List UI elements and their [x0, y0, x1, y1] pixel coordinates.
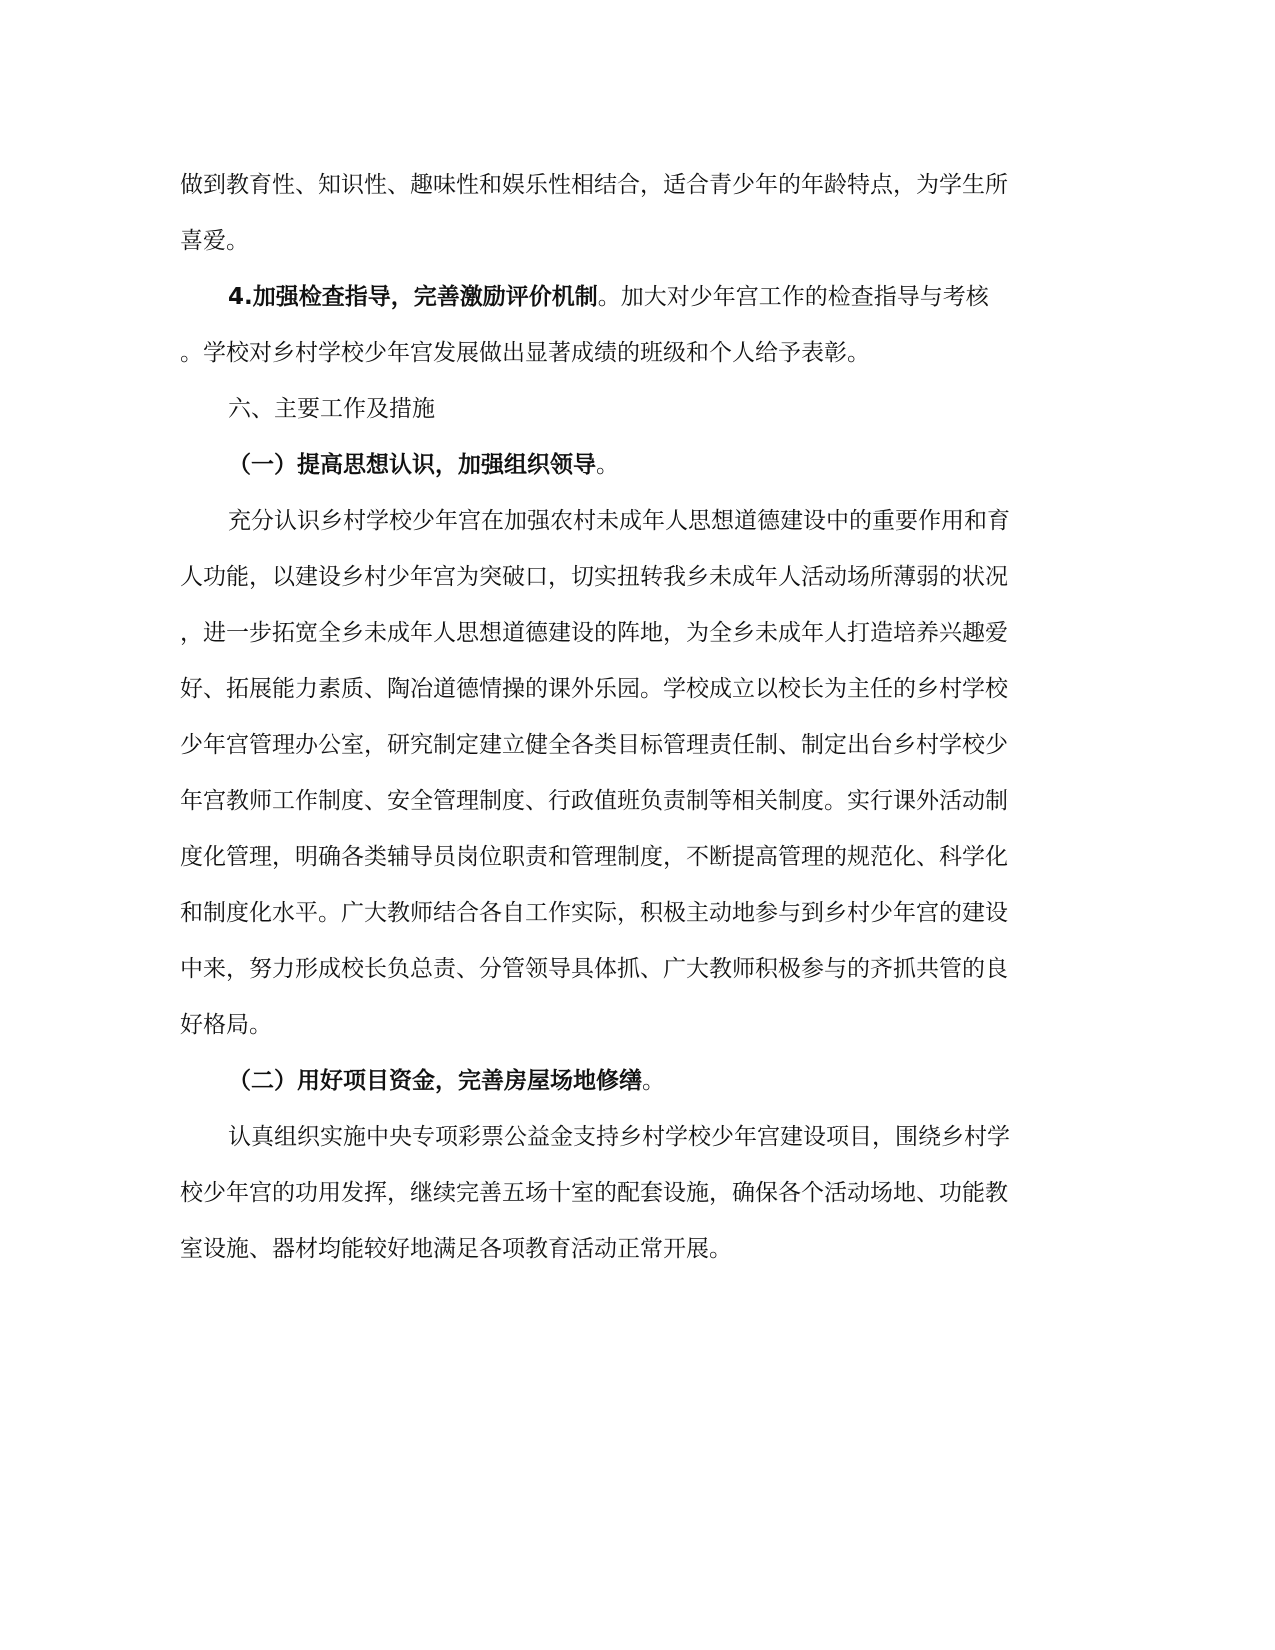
- item-4-line-2: [180, 331, 1275, 375]
- subsection-2-heading-line: [228, 1059, 1275, 1103]
- body-line: [180, 947, 1275, 991]
- item-4-line-1: [228, 275, 1275, 319]
- subsection-2-heading-end: 。: [642, 1068, 665, 1094]
- body-line: [180, 555, 1275, 599]
- subsection-1-heading: （一）提高思想认识，加强组织领导: [228, 452, 596, 478]
- section-title: 六、主要工作及措施: [228, 396, 435, 422]
- body-text: 度化管理，明确各类辅导员岗位职责和管理制度，不断提高管理的规范化、科学化: [180, 844, 1008, 870]
- subsection-1-heading-end: 。: [596, 452, 619, 478]
- paragraph-1-line-2: 喜爱。: [180, 228, 249, 254]
- body-line: [180, 1171, 1275, 1215]
- body-text: 充分认识乡村学校少年宫在加强农村未成年人思想道德建设中的重要作用和育: [228, 508, 1010, 534]
- body-text: 室设施、器材均能较好地满足各项教育活动正常开展。: [180, 1236, 732, 1262]
- subsection-2-heading: （二）用好项目资金，完善房屋场地修缮: [228, 1068, 642, 1094]
- body-line: [180, 1227, 1275, 1271]
- item-4-heading: 4.加强检查指导，完善激励评价机制: [228, 284, 598, 310]
- body-text: 中来，努力形成校长负总责、分管领导具体抓、广大教师积极参与的齐抓共管的良: [180, 956, 1008, 982]
- body-text: 和制度化水平。广大教师结合各自工作实际，积极主动地参与到乡村少年宫的建设: [180, 900, 1008, 926]
- body-line: [180, 667, 1275, 711]
- subsection-1-heading-line: [228, 443, 1275, 487]
- body-line: [228, 499, 1275, 543]
- body-line: [180, 723, 1275, 767]
- body-text: 年宫教师工作制度、安全管理制度、行政值班负责制等相关制度。实行课外活动制: [180, 788, 1008, 814]
- text-line: [180, 163, 1275, 207]
- body-line: [180, 611, 1275, 655]
- text-line: [180, 219, 1275, 263]
- body-line: [180, 1003, 1275, 1047]
- body-line: [180, 891, 1275, 935]
- body-line: [180, 835, 1275, 879]
- body-line: [228, 1115, 1275, 1159]
- body-text: 认真组织实施中央专项彩票公益金支持乡村学校少年宫建设项目，围绕乡村学: [228, 1124, 1010, 1150]
- body-text: 校少年宫的功用发挥，继续完善五场十室的配套设施，确保各个活动场地、功能教: [180, 1180, 1008, 1206]
- body-line: [180, 779, 1275, 823]
- section-6-title-line: [228, 387, 1275, 431]
- item-4-body-1: 。加大对少年宫工作的检查指导与考核: [597, 284, 989, 310]
- body-text: ，进一步拓宽全乡未成年人思想道德建设的阵地，为全乡未成年人打造培养兴趣爱: [180, 620, 1008, 646]
- body-text: 好格局。: [180, 1012, 272, 1038]
- body-text: 好、拓展能力素质、陶冶道德情操的课外乐园。学校成立以校长为主任的乡村学校: [180, 676, 1008, 702]
- body-text: 少年宫管理办公室，研究制定建立健全各类目标管理责任制、制定出台乡村学校少: [180, 732, 1008, 758]
- body-text: 人功能，以建设乡村少年宫为突破口，切实扭转我乡未成年人活动场所薄弱的状况: [180, 564, 1008, 590]
- item-4-body-2: 。学校对乡村学校少年宫发展做出显著成绩的班级和个人给予表彰。: [180, 340, 870, 366]
- paragraph-1-line-1: 做到教育性、知识性、趣味性和娱乐性相结合，适合青少年的年龄特点，为学生所: [180, 172, 1008, 198]
